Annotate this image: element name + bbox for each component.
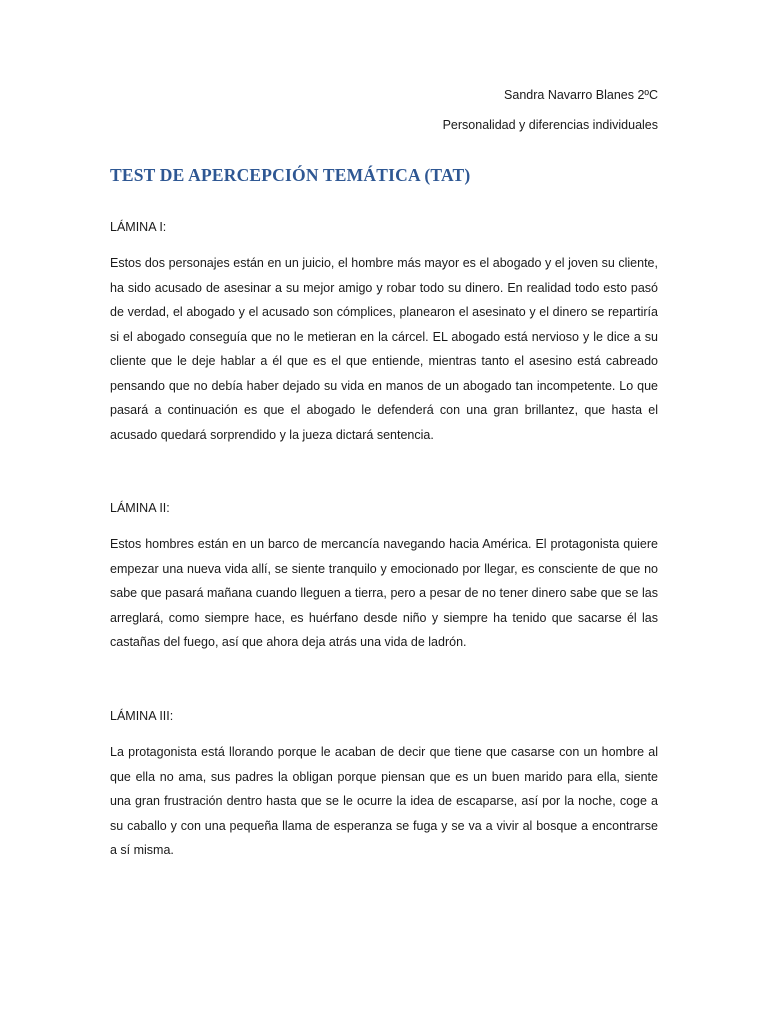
section-label-lamina-3: LÁMINA III: xyxy=(110,709,174,723)
section-label-lamina-2: LÁMINA II: xyxy=(110,501,170,515)
section-paragraph-lamina-1: Estos dos personajes están en un juicio, el hombre más mayor es el abogado y el joven su cliente, ha sido acusado de asesinar a su mejor amigo y robar todo su dinero. En realidad todo esto pasó de verdad, el abogado y el acusado son cómplices, planearon el asesinato y el dinero se repartiría si el abogado conseguía que no le metieran en la cárcel. EL abogado está nervioso y le dice a su cliente que le deje hablar a él que es el que entiende, mientras tanto el asesino está cabreado pensando que no debía haber dejado su vida en manos de un abogado tan incompetente. Lo que pasará a continuación es que el abogado le defenderá con una gran brillantez, que hasta el acusado quedará sorprendido y la jueza dictará sentencia. xyxy=(110,256,658,442)
section-label-lamina-1: LÁMINA I: xyxy=(110,220,167,234)
course-line: Personalidad y diferencias individuales xyxy=(442,118,658,132)
section-paragraph-lamina-2: Estos hombres están en un barco de mercancía navegando hacia América. El protagonista quiere empezar una nueva vida allí, se siente tranquilo y emocionado por llegar, es consciente de que no sabe que pasará mañana cuando lleguen a tierra, pero a pesar de no tener dinero sabe que se las arreglará, como siempre hace, es huérfano desde niño y siempre ha tenido que sacarse él las castañas del fuego, así que ahora deja atrás una vida de ladrón. xyxy=(110,537,658,649)
author-line: Sandra Navarro Blanes 2ºC xyxy=(504,88,658,102)
section-paragraph-lamina-3: La protagonista está llorando porque le acaban de decir que tiene que casarse con un hombre al que ella no ama, sus padres la obligan porque piensan que es un buen marido para ella, siente una gran frustración dentro hasta que se le ocurre la idea de escaparse, así por la noche, coge a su caballo y con una pequeña llama de esperanza se fuga y se va a vivir al bosque a encontrarse a sí misma. xyxy=(110,745,658,857)
document-title: TEST DE APERCEPCIÓN TEMÁTICA (TAT) xyxy=(110,165,471,185)
